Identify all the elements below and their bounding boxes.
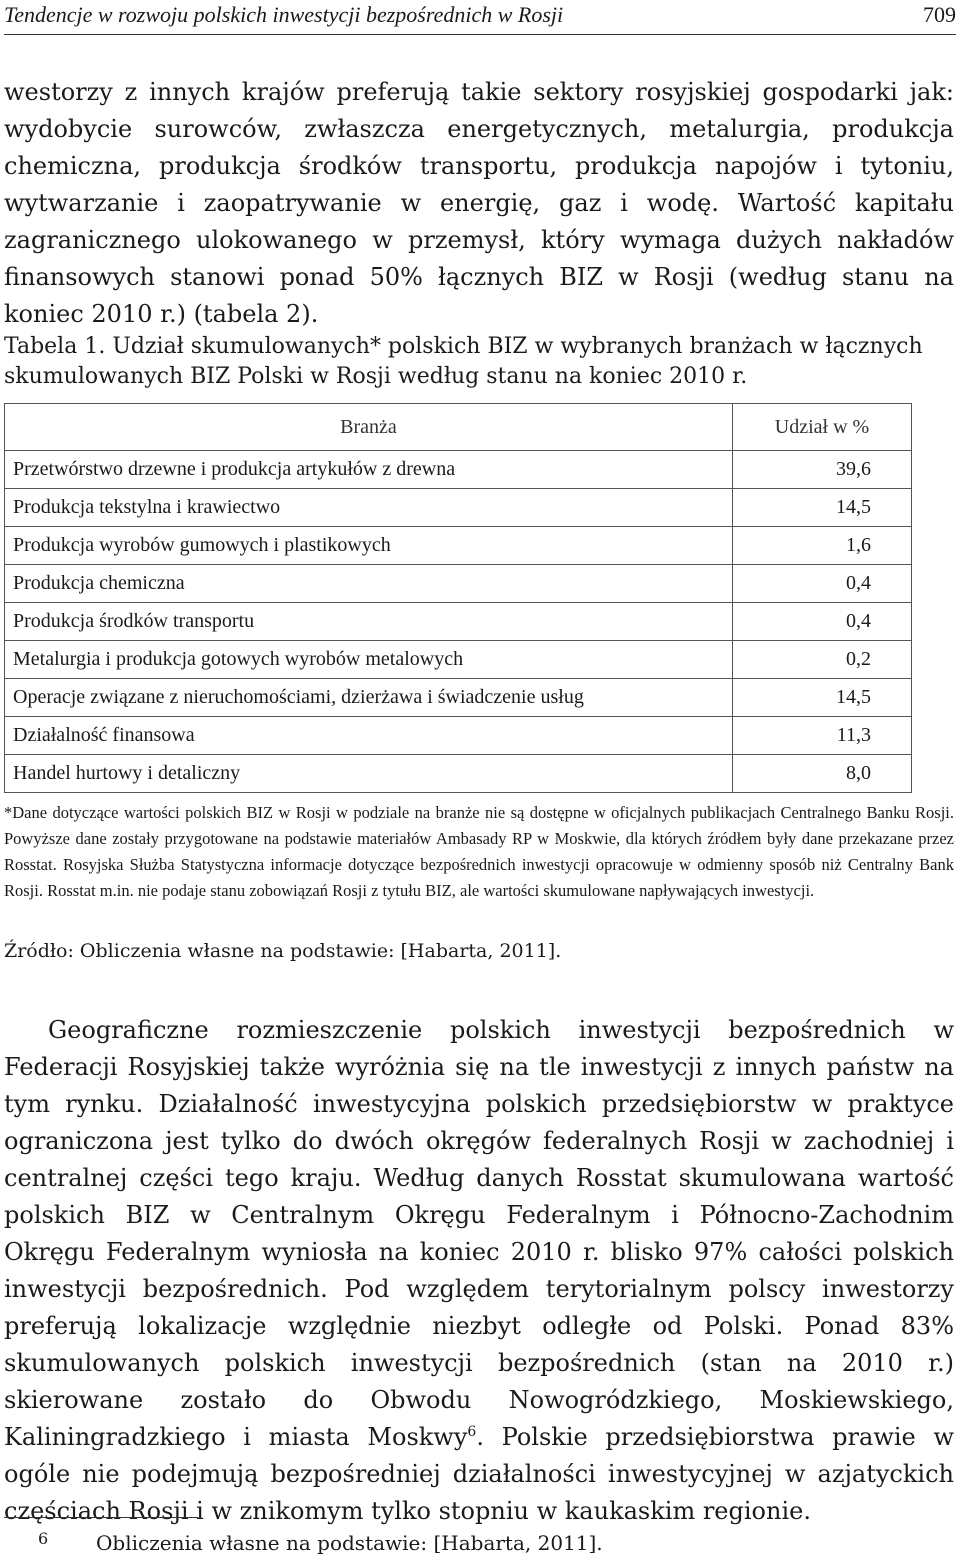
table-row (5, 565, 912, 603)
table-note: *Dane dotyczące wartości polskich BIZ w Rosji w podziale na branże nie są dostępne w oficjalnych publikacjach Centralnego Banku Rosji. Powyższe dane zostały przygotowane na podstawie materiałów Ambasady RP w Moskwie, dla których źródłem były dane przekazane przez Rosstat. Rosyjska Służba Statystyczna informacje dotyczące bezpośrednich inwestycji opracowuje w odmienny sposób niż Centralny Bank Rosji. Rosstat m.in. nie podaje stanu zobowiązań Rosji z tytułu BIZ, ale wartości skumulowane napływających inwestycji. (4, 803, 954, 900)
table-row (5, 527, 912, 565)
column-header-branch: Branża (5, 404, 733, 451)
column-header-share: Udział w % (733, 404, 912, 451)
share-cell: 0,4 (733, 603, 912, 641)
table-row (5, 489, 912, 527)
footnote-reference[interactable]: 6 (467, 1424, 477, 1440)
table-row (5, 679, 912, 717)
branch-cell: Handel hurtowy i detaliczny (5, 755, 733, 793)
share-cell: 11,3 (733, 717, 912, 755)
table-caption: Tabela 1. Udział skumulowanych* polskich BIZ w wybranych branżach w łącznych skumulowanych BIZ Polski w Rosji według stanu na koniec 2010 r. (4, 334, 923, 389)
share-cell: 8,0 (733, 755, 912, 793)
share-cell: 0,2 (733, 641, 912, 679)
footnote-separator (4, 1517, 198, 1518)
branch-cell: Przetwórstwo drzewne i produkcja artykułów z drewna (5, 451, 733, 489)
paragraph-text: Geograficzne rozmieszczenie polskich inwestycji bezpośrednich w Federacji Rosyjskiej także wyróżnia się na tle inwestycji z innych państw na tym rynku. Działalność inwestycyjna polskich przedsiębiorstw w praktyce ograniczona jest tylko do dwóch okręgów federalnych Rosji w zachodniej i centralnej części tego kraju. Według danych Rosstat skumulowana wartość polskich BIZ w Centralnym Okręgu Federalnym i Północno-Zachodnim Okręgu Federalnym wyniosła na koniec 2010 r. blisko 97% całości polskich inwestycji bezpośrednich. Pod względem terytorialnym polscy inwestorzy preferują lokalizacje względnie niezbyt odległe od Polski. Ponad 83% skumulowanych polskich inwestycji bezpośrednich (stan na 2010 r.) skierowane zostało do Obwodu Nowogródzkiego, Moskiewskiego, Kaliningradzkiego i miasta Moskwy (4, 1016, 954, 1451)
table-source: Źródło: Obliczenia własne na podstawie: [Habarta, 2011]. (4, 940, 562, 962)
page-number: 709 (923, 2, 956, 27)
share-cell: 1,6 (733, 527, 912, 565)
branch-cell: Produkcja tekstylna i krawiectwo (5, 489, 733, 527)
table-row (5, 641, 912, 679)
data-table (4, 403, 912, 793)
share-cell: 14,5 (733, 489, 912, 527)
body-paragraph-1: westorzy z innych krajów preferują takie sektory rosyjskiej gospodarki jak: wydobycie surowców, zwłaszcza energetycznych, metalurgia, produkcja chemiczna, produkcja środków transportu, produkcja napojów i tytoniu, wytwarzanie i zaopatrywanie w energię, gaz i wodę. Wartość kapitału zagranicznego ulokowanego w przemysł, który wymaga dużych nakładów finansowych stanowi ponad 50% łącznych BIZ w Rosji (według stanu na koniec 2010 r.) (tabela 2). (4, 78, 954, 328)
table-row (5, 717, 912, 755)
branch-cell: Metalurgia i produkcja gotowych wyrobów metalowych (5, 641, 733, 679)
branch-cell: Operacje związane z nieruchomościami, dzierżawa i świadczenie usług (5, 679, 733, 717)
table-row (5, 755, 912, 793)
branch-cell: Produkcja środków transportu (5, 603, 733, 641)
share-cell: 0,4 (733, 565, 912, 603)
branch-cell: Działalność finansowa (5, 717, 733, 755)
share-cell: 14,5 (733, 679, 912, 717)
body-paragraph-2 (4, 1012, 954, 1530)
share-cell: 39,6 (733, 451, 912, 489)
paragraph-text: . Polskie przedsiębiorstwa prawie w ogóle nie podejmują bezpośredniej działalności inwestycyjnej w azjatyckich częściach Rosji i w znikomym tylko stopniu w kaukaskim regionie. (4, 1423, 955, 1525)
table-header-row (5, 404, 912, 451)
running-title: Tendencje w rozwoju polskich inwestycji bezpośrednich w Rosji (4, 2, 564, 27)
running-header (4, 0, 956, 35)
footnote-number: 6 (38, 1529, 49, 1548)
branch-cell: Produkcja wyrobów gumowych i plastikowych (5, 527, 733, 565)
footnote-text: Obliczenia własne na podstawie: [Habarta, 2011]. (96, 1531, 603, 1555)
table-row (5, 603, 912, 641)
footnote (4, 1528, 954, 1558)
table-row (5, 451, 912, 489)
branch-cell: Produkcja chemiczna (5, 565, 733, 603)
